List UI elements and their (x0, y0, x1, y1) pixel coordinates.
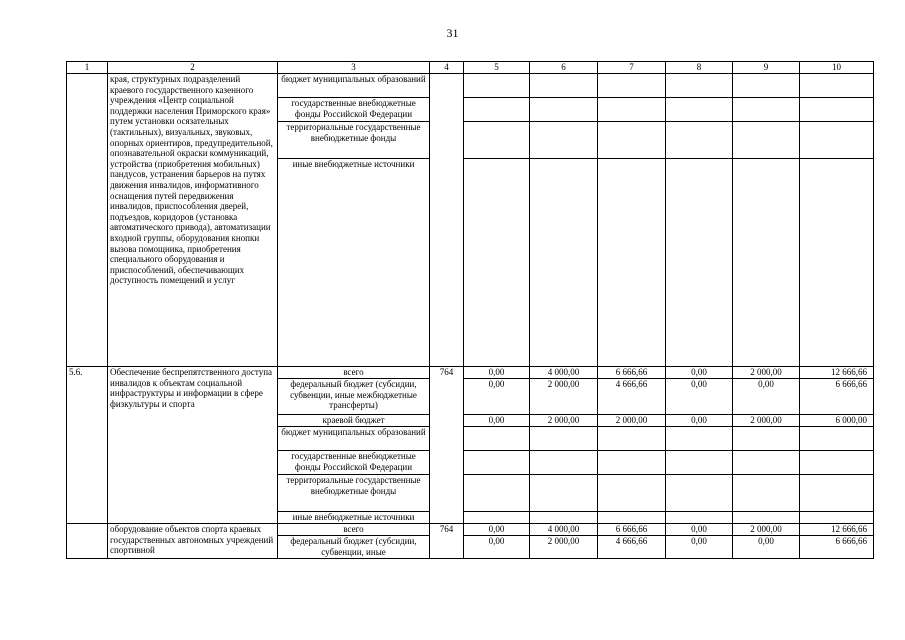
value-cell: 0,00 (666, 415, 733, 427)
value-cell: 4 000,00 (530, 524, 598, 536)
value-cell: 2 000,00 (530, 536, 598, 559)
value-cell: 2 000,00 (530, 415, 598, 427)
value-cell: 6 666,66 (800, 379, 874, 415)
item-number: 5.6. (67, 367, 108, 524)
value-cell: 6 000,00 (800, 415, 874, 427)
item-number-cell (67, 524, 108, 559)
funding-source: территориальные государственные внебюджетные фонды (278, 475, 430, 512)
value-cell: 6 666,66 (800, 536, 874, 559)
table-row (67, 524, 874, 536)
funding-source: всего (278, 524, 430, 536)
item-number-cell (67, 74, 108, 367)
value-cell: 12 666,66 (800, 524, 874, 536)
funding-source: территориальные государственные внебюджетные фонды (278, 122, 430, 159)
funding-source: бюджет муниципальных образований (278, 427, 430, 451)
value-cell: 2 000,00 (733, 524, 800, 536)
header-cell: 9 (733, 62, 800, 74)
code-cell: 764 (430, 524, 464, 559)
value-cell: 0,00 (464, 367, 530, 379)
header-cell: 10 (800, 62, 874, 74)
funding-source: иные внебюджетные источники (278, 512, 430, 524)
value-cell: 4 666,66 (598, 379, 666, 415)
header-cell: 3 (278, 62, 430, 74)
item-description: края, структурных подразделений краевого государственного казенного учреждения «Центр социальной поддержки населения Приморского края» путем установки осязательных (тактильных), визуальных, звуковых, опорных ориентиров, предупредительной, опознавательной окраски коммуникаций, устройства (приобретения мобильных) пандусов, устранения барьеров на путях движения инвалидов, информативного оснащения путей передвижения инвалидов, приспособления дверей, подъездов, коридоров (установка автоматического привода), автоматизации входной группы, оборудования кнопки вызова помощника, приобретения специального оборудования и приспособлений, обеспечивающих доступность помещений и услуг (108, 74, 278, 367)
page-number: 31 (446, 26, 459, 40)
value-cell: 0,00 (464, 524, 530, 536)
value-cell: 0,00 (666, 379, 733, 415)
value-cell: 2 000,00 (598, 415, 666, 427)
value-cell: 0,00 (464, 536, 530, 559)
value-cell: 6 666,66 (598, 524, 666, 536)
value-cell: 6 666,66 (598, 367, 666, 379)
value-cell: 2 000,00 (530, 379, 598, 415)
value-cell: 0,00 (666, 367, 733, 379)
item-description: оборудование объектов спорта краевых государственных автономных учреждений спортивной (108, 524, 278, 559)
funding-source: федеральный бюджет (субсидии, субвенции, иные межбюджетные трансферты) (278, 379, 430, 415)
value-cell: 2 000,00 (733, 367, 800, 379)
header-cell: 2 (108, 62, 278, 74)
header-cell: 4 (430, 62, 464, 74)
funding-source: бюджет муниципальных образований (278, 74, 430, 98)
funding-source: государственные внебюджетные фонды Российской Федерации (278, 451, 430, 475)
funding-source: федеральный бюджет (субсидии, субвенции, иные (278, 536, 430, 559)
header-cell: 5 (464, 62, 530, 74)
header-cell: 1 (67, 62, 108, 74)
code-cell (430, 74, 464, 367)
header-cell: 6 (530, 62, 598, 74)
value-cell: 2 000,00 (733, 415, 800, 427)
header-row (67, 62, 874, 74)
funding-source: всего (278, 367, 430, 379)
value-cell: 0,00 (666, 524, 733, 536)
value-cell: 12 666,66 (800, 367, 874, 379)
value-cell: 0,00 (666, 536, 733, 559)
funding-source: иные внебюджетные источники (278, 159, 430, 367)
header-cell: 7 (598, 62, 666, 74)
value-cell: 4 666,66 (598, 536, 666, 559)
table-row (67, 74, 874, 98)
funding-source: государственные внебюджетные фонды Российской Федерации (278, 98, 430, 122)
value-cell: 4 000,00 (530, 367, 598, 379)
value-cell: 0,00 (733, 536, 800, 559)
budget-table (66, 61, 874, 559)
code-cell: 764 (430, 367, 464, 524)
value-cell: 0,00 (464, 379, 530, 415)
table-row (67, 367, 874, 379)
value-cell: 0,00 (733, 379, 800, 415)
value-cell: 0,00 (464, 415, 530, 427)
header-cell: 8 (666, 62, 733, 74)
funding-source: краевой бюджет (278, 415, 430, 427)
item-description: Обеспечение беспрепятственного доступа инвалидов к объектам социальной инфраструктуры и информации в сфере физкультуры и спорта (108, 367, 278, 524)
